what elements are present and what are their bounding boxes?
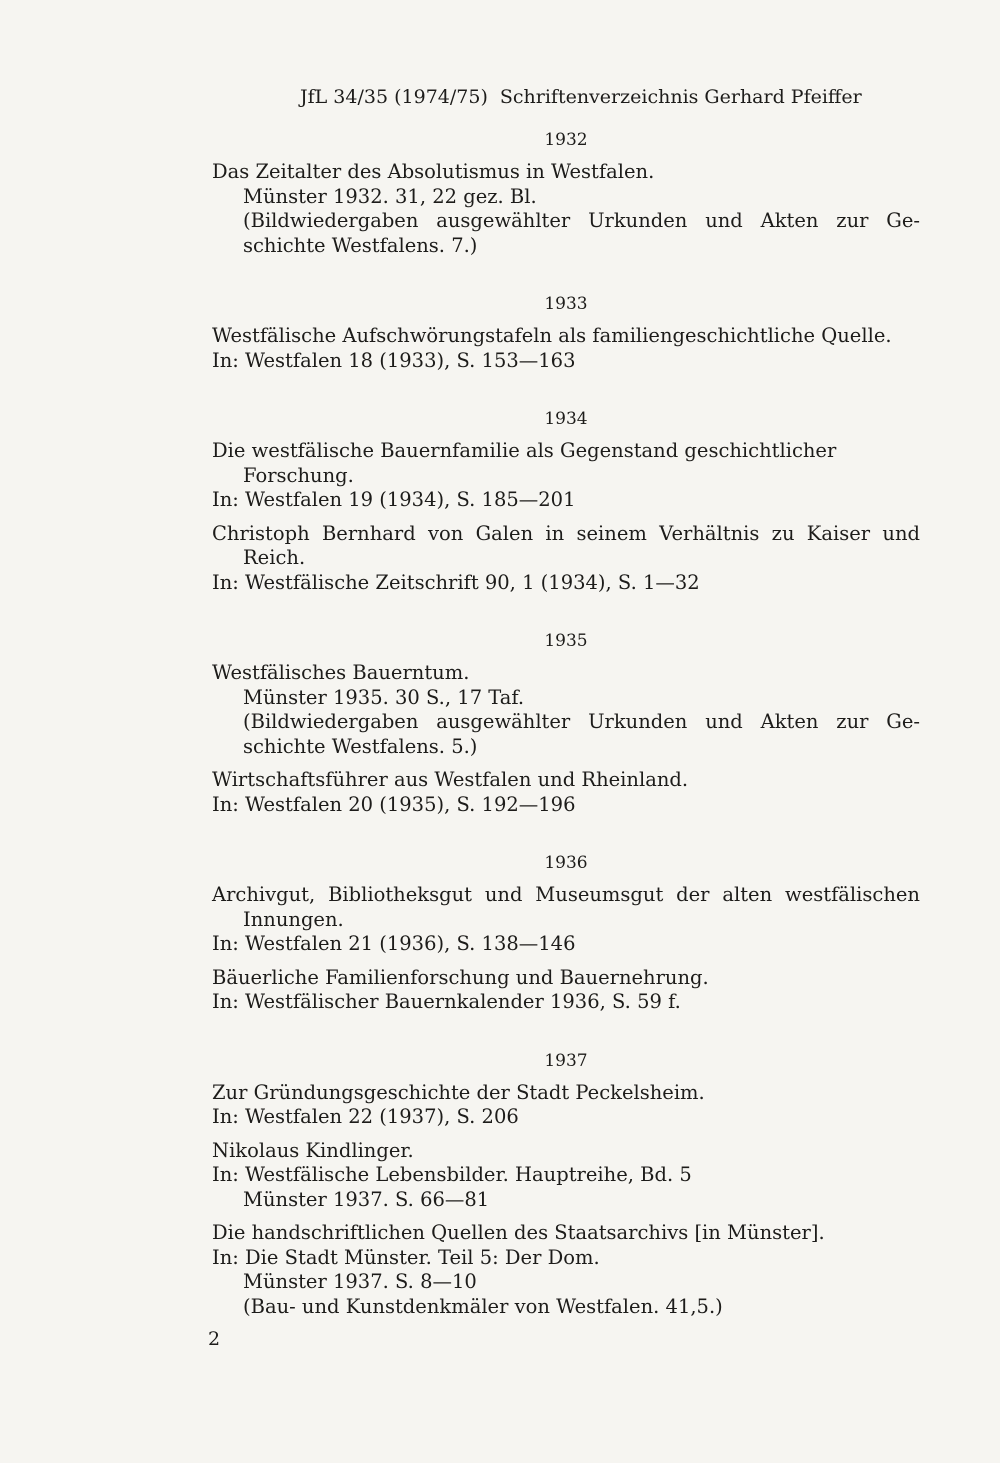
entry-detail-line: schichte Westfalens. 7.) — [243, 233, 478, 257]
entry-detail-line: In: Westfalen 21 (1936), S. 138—146 — [212, 932, 576, 955]
entry-detail-line: In: Westfalen 20 (1935), S. 192—196 — [212, 792, 576, 816]
bibliography-list — [212, 128, 920, 1328]
entry-detail-line: schichte Westfalens. 5.) — [243, 734, 478, 758]
entry-title-line: Christoph Bernhard von Galen in seinem Verhältnis zu Kaiser und — [212, 521, 920, 545]
year-heading: 1933 — [544, 294, 588, 314]
year-heading: 1934 — [544, 409, 588, 429]
entry-detail-line: In: Westfalen 22 (1937), S. 206 — [212, 1105, 519, 1128]
bibliography-entry — [212, 966, 920, 1015]
entry-detail-line: In: Westfalen 19 (1934), S. 185—201 — [212, 488, 576, 511]
bibliography-entry — [212, 768, 920, 817]
bibliography-entry — [212, 522, 920, 596]
entry-detail-line: Innungen. — [243, 907, 344, 931]
year-heading: 1936 — [544, 853, 588, 873]
entry-detail-line: Reich. — [243, 546, 306, 569]
bibliography-entry — [212, 324, 920, 373]
year-heading: 1932 — [544, 130, 588, 150]
entry-title-line: Westfälische Aufschwörungstafeln als familiengeschichtliche Quelle. — [212, 324, 892, 347]
entry-detail-line: Forschung. — [243, 463, 354, 487]
entry-detail-line: Münster 1932. 31, 22 gez. Bl. — [243, 184, 537, 208]
entry-detail-line: Münster 1937. S. 8—10 — [243, 1270, 477, 1293]
year-heading: 1935 — [544, 631, 588, 651]
entry-title-line: Zur Gründungsgeschichte der Stadt Peckelsheim. — [212, 1080, 705, 1104]
entry-detail-line: In: Westfalen 18 (1933), S. 153—163 — [212, 348, 576, 372]
entry-detail-line: Münster 1937. S. 66—81 — [243, 1187, 490, 1211]
entry-detail-line: In: Westfälischer Bauernkalender 1936, S. 59 f. — [212, 990, 681, 1013]
entry-title-line: Bäuerliche Familienforschung und Bauernehrung. — [212, 965, 709, 989]
entry-detail-line: (Bildwiedergaben ausgewählter Urkunden und Akten zur Ge- — [243, 710, 920, 733]
year-heading: 1937 — [544, 1050, 588, 1071]
entry-title-line: Das Zeitalter des Absolutismus in Westfalen. — [212, 160, 655, 183]
entry-detail-line: (Bildwiedergaben ausgewählter Urkunden und Akten zur Ge- — [243, 209, 920, 232]
bibliography-entry — [212, 1081, 920, 1130]
entry-title-line: Die handschriftlichen Quellen des Staatsarchivs [in Münster]. — [212, 1221, 825, 1244]
journal-reference: JfL 34/35 (1974/75) — [300, 86, 488, 108]
page-number: 2 — [208, 1328, 221, 1350]
entry-detail-line: Münster 1935. 30 S., 17 Taf. — [243, 685, 525, 709]
header-title: Schriftenverzeichnis Gerhard Pfeiffer — [499, 86, 862, 108]
entry-title-line: Nikolaus Kindlinger. — [212, 1138, 414, 1162]
running-header — [300, 86, 862, 108]
bibliography-entry — [212, 1139, 920, 1213]
entry-title-line: Die westfälische Bauernfamilie als Gegenstand geschichtlicher — [212, 439, 837, 462]
bibliography-entry — [212, 661, 920, 759]
bibliography-entry — [212, 439, 920, 513]
bibliography-entry — [212, 160, 920, 258]
entry-detail-line: (Bau- und Kunstdenkmäler von Westfalen. 41,5.) — [243, 1294, 723, 1318]
entry-detail-line: In: Westfälische Lebensbilder. Hauptreihe, Bd. 5 — [212, 1163, 692, 1186]
entry-detail-line: In: Westfälische Zeitschrift 90, 1 (1934), S. 1—32 — [212, 570, 700, 594]
entry-title-line: Westfälisches Bauerntum. — [212, 661, 470, 684]
bibliography-entry — [212, 883, 920, 957]
bibliography-entry — [212, 1221, 920, 1319]
entry-detail-line: In: Die Stadt Münster. Teil 5: Der Dom. — [212, 1245, 600, 1269]
entry-title-line: Archivgut, Bibliotheksgut und Museumsgut der alten westfälischen — [212, 883, 920, 906]
entry-title-line: Wirtschaftsführer aus Westfalen und Rheinland. — [212, 768, 689, 791]
